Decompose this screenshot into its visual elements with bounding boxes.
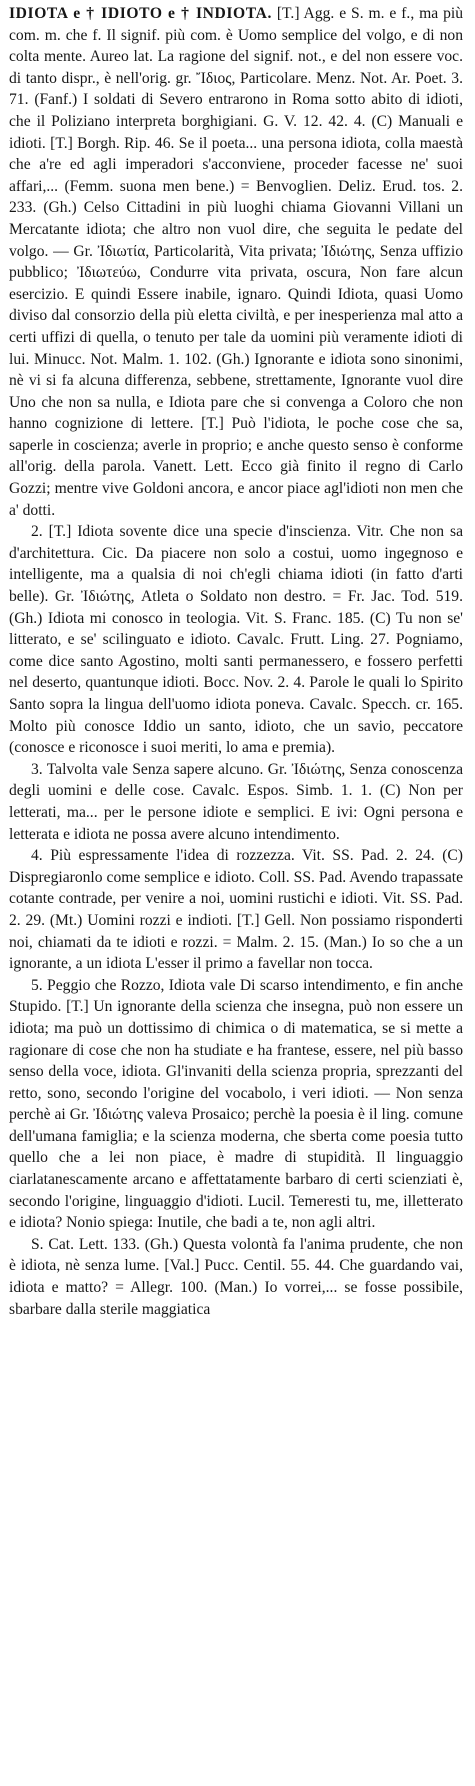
sense-5: 5. Peggio che Rozzo, Idiota vale Di scarso intendimento, e fin anche Stupido. [T.] Un ignorante della scienza che insegna, può non essere un idiota; ma può un dottissimo di chimica o di matematica, se si mette a ragionare di cose che non ha studiate e ha frantese, essere, nel più basso senso della voce, idiota. Gl'invaniti della scienza propria, sprezzanti del retto, sono, secondo l'origine del vocabolo, i veri idioti. — Non senza perchè ai Gr. Ἰδιώτης valeva Prosaico; perchè la poesia è il ling. comune dell'umana famiglia; e la scienza moderna, che sberta come poesia tutto quello che a lei non piace, è madre di stupidità. Il linguaggio ciarlatanescamente arcano e affettatamente barbaro di certi scienziati è, secondo l'origine, linguaggio d'idioti. Lucil. Temeresti tu, me, illetterato e idiota? Nonio spiega: Inutile, che badi a te, non agli altri.	[9, 976, 463, 1232]
sense-4: 4. Più espressamente l'idea di rozzezza. Vit. SS. Pad. 2. 24. (C) Dispregiaronlo come semplice e idioto. Coll. SS. Pad. Avendo trapassate cotante contrade, per venire a noi, uomini rustichi e idioti. Vit. SS. Pad. 2. 29. (Mt.) Uomini rozzi e indioti. [T.] Gell. Non possiamo risponderti noi, chiamati da te idioti e rozzi. = Malm. 2. 15. (Man.) Io so che a un ignorante, a un idiota L'esser il primo a favellar non tocca.	[9, 847, 463, 973]
dictionary-entry-intro	[9, 3, 463, 521]
entry-intro-text: [T.] Agg. e S. m. e f., ma più com. m. che f. Il signif. più com. è Uomo semplice del volgo, e di non colta mente. Aureo lat. La ragione del signif. not., e del non essere voc. di tanto dispr., è nell'orig. gr. Ἴδιος, Particolare. Menz. Not. Ar. Poet. 3. 71. (Fanf.) I soldati di Severo entrarono in Roma sotto abito di idioti, che il Poliziano interpreta borghigiani. G. V. 12. 42. 4. (C) Manuali e idioti. [T.] Borgh. Rip. 46. Se il poeta... una persona idiota, colla maestà che a're ed agli imperadori s'acconviene, proceder facesse ne' suoi affari,... (Femm. suona men bene.) = Benvoglien. Deliz. Erud. tos. 2. 233. (Gh.) Celso Cittadini in più luoghi chiama Giovanni Villani un Mercatante idiota; che altro non vuol dire, che seguita le pedate del volgo. — Gr. Ἰδιωτία, Particolarità, Vita privata; Ἰδιώτης, Senza uffizio pubblico; Ἰδιωτεύω, Condurre vita privata, oscura, Non fare alcun esercizio. E quindi Essere inabile, ignaro. Quindi Idiota, quasi Uomo diviso dal consorzio della più eletta civiltà, e per inesperienza mal atto a certi uffizi di quella, o tenuto per tale da uomini più veramente idioti di lui. Minucc. Not. Malm. 1. 102. (Gh.) Ignorante e idiota sono sinonimi, nè vi si fa alcuna differenza, sebbene, strettamente, Ignorante vuol dire Uno che non sa nulla, e Idiota pare che si convenga a Coloro che non hanno cognizione di lettere. [T.] Può l'idiota, le poche cose che sa, saperle in coscienza; averle in proprio; e anche questo senso è conforme all'orig. della parola. Vanett. Lett. Ecco già finito il regno di Carlo Gozzi; mentre vive Goldoni ancora, e ancor piace agl'idioti non men che a' dotti.	[9, 5, 463, 519]
sense-5-continuation: S. Cat. Lett. 133. (Gh.) Questa volontà fa l'anima prudente, che non è idiota, nè senza lume. [Val.] Pucc. Centil. 55. 44. Che guardando vai, idiota e matto? = Allegr. 100. (Man.) Io vorrei,... se fosse possibile, sbarbare dalla sterile maggiatica	[9, 1235, 463, 1318]
sense-2: 2. [T.] Idiota sovente dice una specie d'inscienza. Vitr. Che non sa d'architettura. Cic. Da piacere non solo a costui, uomo ingegnoso e intelligente, ma a qualsia di noi ch'egli chiama idioti (in fatto d'arti belle). Gr. Ἰδιώτης, Atleta o Soldato non destro. = Fr. Jac. Tod. 519. (Gh.) Idiota mi conosco in teologia. Vit. S. Franc. 185. (C) Tu non se' litterato, e se' scilinguato e idioto. Cavalc. Frutt. Ling. 27. Pogniamo, come dice santo Agostino, molti santi permanessero, e fossero perfetti nel deserto, quantunque idioti. Bocc. Nov. 2. 4. Parole le quali lo Spirito Santo sopra la lingua dell'uomo idiota poneva. Cavalc. Specch. cr. 165. Molto più conosce Iddio un santo, idioto, che un savio, peccatore (conosce e riconosce i suoi meriti, lo ama e premia).	[9, 523, 463, 757]
dictionary-column	[9, 3, 463, 1783]
entry-headword: IDIOTA e † IDIOTO e † INDIOTA.	[9, 5, 272, 22]
sense-3: 3. Talvolta vale Senza sapere alcuno. Gr. Ἰδιώτης, Senza conoscenza degli uomini e delle cose. Cavalc. Espos. Simb. 1. 1. (C) Non per letterati, ma... per le persone idiote e semplici. E ivi: Ogni persona e letterata e idiota ne possa avere alcuno intendimento.	[9, 760, 463, 843]
